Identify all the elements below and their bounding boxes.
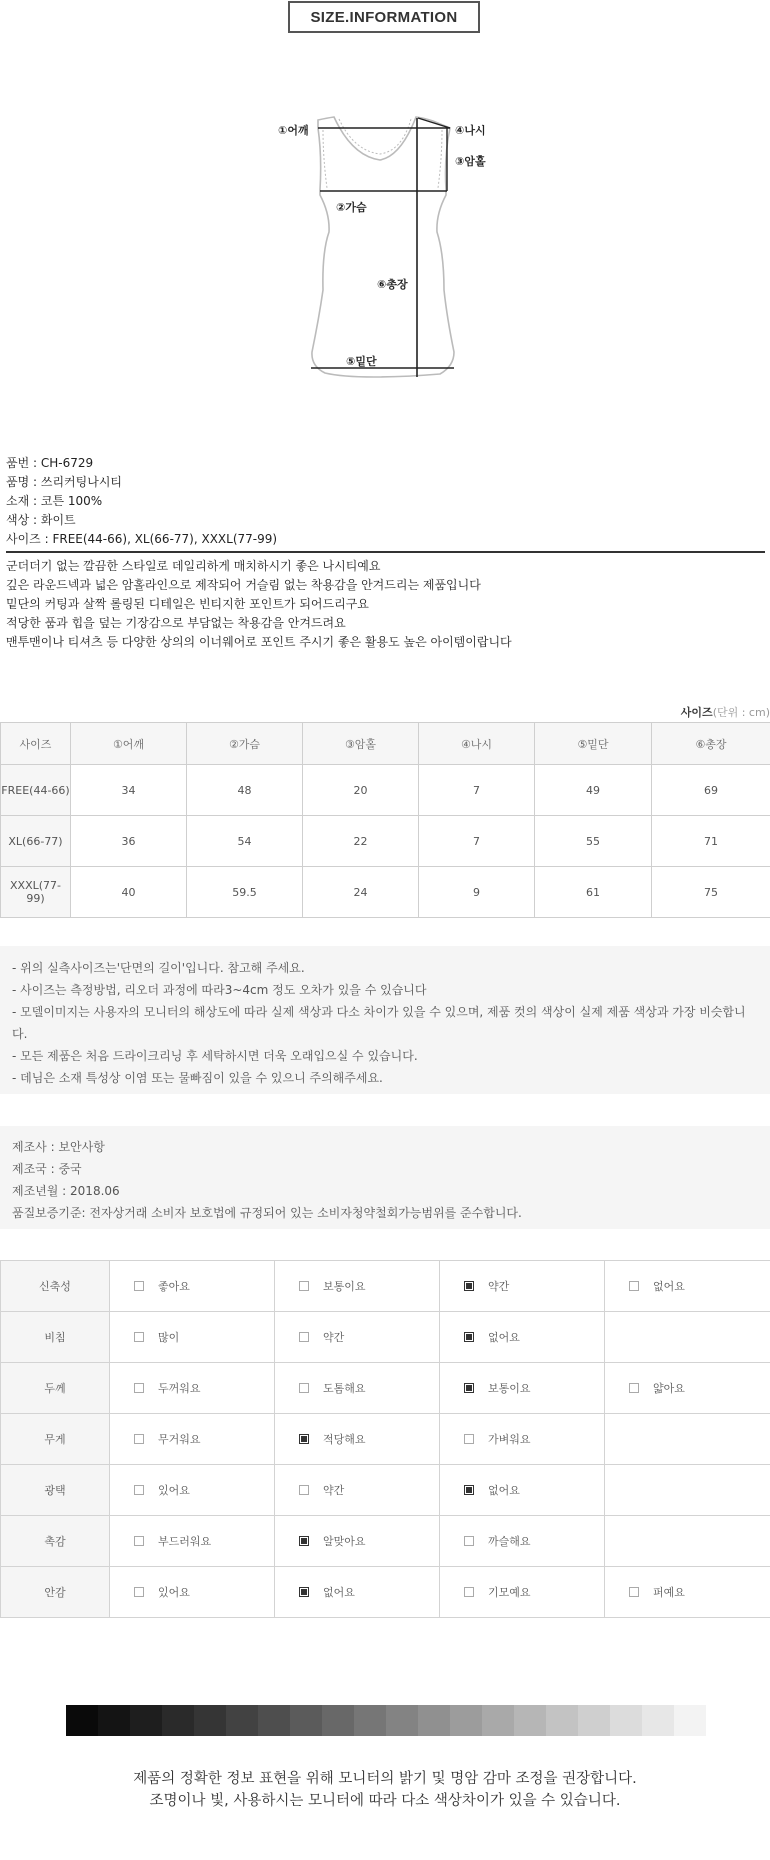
- attribute-option[interactable]: [605, 1567, 770, 1618]
- attribute-option-label: 까슬해요: [488, 1535, 531, 1548]
- attribute-option[interactable]: [440, 1516, 605, 1567]
- attribute-option[interactable]: [275, 1567, 440, 1618]
- attribute-option[interactable]: [605, 1261, 770, 1312]
- gray-swatch: [290, 1705, 322, 1736]
- checked-checkbox-icon[interactable]: [464, 1383, 474, 1393]
- manufacturer-info: [0, 1126, 770, 1229]
- care-note: - 모든 제품은 처음 드라이크리닝 후 세탁하시면 더욱 오래입으실 수 있습니다.: [12, 1049, 418, 1063]
- checked-checkbox-icon[interactable]: [299, 1536, 309, 1546]
- checkbox-icon[interactable]: [464, 1536, 474, 1546]
- attribute-option-label: 없어요: [653, 1280, 685, 1293]
- gray-swatch: [66, 1705, 98, 1736]
- checkbox-icon[interactable]: [464, 1434, 474, 1444]
- checked-checkbox-icon[interactable]: [464, 1281, 474, 1291]
- table-cell: 40: [71, 867, 187, 918]
- attribute-option-label: 있어요: [158, 1484, 190, 1497]
- gray-swatch: [162, 1705, 194, 1736]
- checked-checkbox-icon[interactable]: [299, 1434, 309, 1444]
- table-cell: 7: [419, 765, 535, 816]
- product-sizes: 사이즈 : FREE(44-66), XL(66-77), XXXL(77-99): [6, 532, 278, 546]
- attribute-option[interactable]: [440, 1312, 605, 1363]
- checkbox-icon[interactable]: [134, 1281, 144, 1291]
- attribute-option-label: 가벼워요: [488, 1433, 531, 1446]
- care-note: - 사이즈는 측정방법, 리오더 과정에 따라3~4cm 정도 오차가 있을 수 있습니다: [12, 983, 427, 997]
- checkbox-icon[interactable]: [134, 1485, 144, 1495]
- checkbox-icon[interactable]: [134, 1587, 144, 1597]
- table-row: [1, 867, 770, 918]
- manufacture-date-line: 제조년월 : 2018.06: [12, 1184, 120, 1198]
- product-description: [6, 557, 766, 652]
- empty-cell: [605, 1516, 770, 1567]
- quality-guarantee-line: 품질보증기준: 전자상거래 소비자 보호법에 규정되어 있는 소비자청약철회가능범위를 준수합니다.: [12, 1206, 522, 1220]
- gray-swatch: [450, 1705, 482, 1736]
- size-table-header: [1, 723, 770, 765]
- checked-checkbox-icon[interactable]: [299, 1587, 309, 1597]
- checkbox-icon[interactable]: [134, 1332, 144, 1342]
- attribute-option-label: 없어요: [488, 1331, 520, 1344]
- table-cell: 34: [71, 765, 187, 816]
- checkbox-icon[interactable]: [629, 1587, 639, 1597]
- table-cell: 55: [535, 816, 652, 867]
- left-armhole-stitch: [323, 130, 327, 188]
- size-label-cell: XL(66-77): [1, 816, 71, 867]
- attribute-option-label: 없어요: [323, 1586, 355, 1599]
- table-cell: 22: [303, 816, 419, 867]
- header-cell: ⑤밑단: [535, 723, 652, 765]
- attribute-option[interactable]: [440, 1261, 605, 1312]
- description-line: 맨투맨이나 티셔츠 등 다양한 상의의 이너웨어로 포인트 주시기 좋은 활용도 높은 아이템이랍니다: [6, 635, 512, 649]
- attribute-option[interactable]: [605, 1363, 770, 1414]
- size-table: [0, 722, 770, 918]
- gray-swatch: [194, 1705, 226, 1736]
- attribute-name: 광택: [1, 1465, 110, 1516]
- attribute-row: [1, 1363, 770, 1414]
- product-info: [6, 454, 766, 549]
- header-cell: 사이즈: [1, 723, 71, 765]
- table-cell: 20: [303, 765, 419, 816]
- checkbox-icon[interactable]: [299, 1281, 309, 1291]
- attribute-option-label: 많이: [158, 1331, 180, 1344]
- attribute-option[interactable]: [275, 1516, 440, 1567]
- description-line: 밑단의 커팅과 살짝 롤링된 디테일은 빈티지한 포인트가 되어드리구요: [6, 597, 369, 611]
- attribute-option-label: 알맞아요: [323, 1535, 366, 1548]
- size-unit-note: [681, 704, 770, 720]
- empty-cell: [605, 1414, 770, 1465]
- attribute-row: [1, 1567, 770, 1618]
- attribute-option-label: 약간: [323, 1484, 345, 1497]
- diagram-label-shoulder: ①어깨: [278, 124, 309, 137]
- attribute-option-label: 무거워요: [158, 1433, 201, 1446]
- gray-swatch: [322, 1705, 354, 1736]
- gray-swatch: [514, 1705, 546, 1736]
- gray-swatch: [674, 1705, 706, 1736]
- size-information-title: SIZE.INFORMATION: [288, 1, 480, 33]
- product-code: 품번 : CH-6729: [6, 456, 94, 470]
- info-divider: [6, 551, 765, 553]
- description-line: 군더더기 없는 깔끔한 스타일로 데일리하게 매치하시기 좋은 나시티예요: [6, 559, 381, 573]
- attribute-option-label: 얇아요: [653, 1382, 685, 1395]
- table-row: [1, 765, 770, 816]
- gray-swatch: [130, 1705, 162, 1736]
- attribute-option[interactable]: [275, 1465, 440, 1516]
- gray-swatch: [578, 1705, 610, 1736]
- checkbox-icon[interactable]: [629, 1281, 639, 1291]
- attribute-option-label: 퍼예요: [653, 1586, 685, 1599]
- attribute-option[interactable]: [110, 1261, 275, 1312]
- table-cell: 36: [71, 816, 187, 867]
- header-cell: ①어깨: [71, 723, 187, 765]
- care-notes: [0, 946, 770, 1094]
- table-row: [1, 816, 770, 867]
- attribute-option-label: 약간: [323, 1331, 345, 1344]
- gray-swatch: [386, 1705, 418, 1736]
- table-cell: 24: [303, 867, 419, 918]
- care-note: - 모델이미지는 사용자의 모니터의 해상도에 따라 실제 색상과 다소 차이가 있을 수 있으며, 제품 컷의 색상이 실제 제품 색상과 가장 비슷합니다.: [12, 1005, 746, 1041]
- attribute-row: [1, 1312, 770, 1363]
- attribute-row: [1, 1516, 770, 1567]
- table-cell: 7: [419, 816, 535, 867]
- checkbox-icon[interactable]: [629, 1383, 639, 1393]
- gray-swatch: [98, 1705, 130, 1736]
- attribute-option[interactable]: [110, 1516, 275, 1567]
- attribute-rows: [1, 1261, 770, 1618]
- garment-outline: [312, 117, 454, 377]
- description-line: 적당한 품과 힙을 덮는 기장감으로 부담없는 착용감을 안겨드려요: [6, 616, 346, 630]
- attribute-option[interactable]: [440, 1465, 605, 1516]
- size-label-cell: FREE(44-66): [1, 765, 71, 816]
- description-line: 깊은 라운드넥과 넓은 암홀라인으로 제작되어 거슬림 없는 착용감을 안겨드리는 제품입니다: [6, 578, 481, 592]
- checkbox-icon[interactable]: [464, 1587, 474, 1597]
- gray-swatch: [642, 1705, 674, 1736]
- gray-swatch: [482, 1705, 514, 1736]
- product-name: 품명 : 쓰리커팅나시티: [6, 475, 123, 489]
- monitor-note: [0, 1768, 770, 1812]
- monitor-note-line: 제품의 정확한 정보 표현을 위해 모니터의 밝기 및 명암 감마 조정을 권장합니다.: [133, 1771, 637, 1787]
- attribute-option-label: 없어요: [488, 1484, 520, 1497]
- attribute-option-label: 기모예요: [488, 1586, 531, 1599]
- unit-note-unit: (단위 : cm): [712, 706, 770, 719]
- neckline-stitch: [339, 119, 411, 154]
- attribute-row: [1, 1261, 770, 1312]
- origin-line: 제조국 : 중국: [12, 1162, 82, 1176]
- attribute-row: [1, 1465, 770, 1516]
- gray-swatch: [226, 1705, 258, 1736]
- attribute-option-label: 좋아요: [158, 1280, 190, 1293]
- diagram-label-length: ⑥총장: [377, 278, 408, 291]
- product-material: 소재 : 코튼 100%: [6, 494, 103, 508]
- attribute-option[interactable]: [110, 1465, 275, 1516]
- attribute-option[interactable]: [110, 1363, 275, 1414]
- header-cell: ④나시: [419, 723, 535, 765]
- diagram-label-armhole: ③암홀: [455, 155, 486, 168]
- monitor-note-line: 조명이나 빛, 사용하시는 모니터에 따라 다소 색상차이가 있을 수 있습니다.: [149, 1793, 621, 1809]
- header-cell: ②가슴: [187, 723, 303, 765]
- header-cell: ⑥총장: [652, 723, 770, 765]
- right-armhole-stitch: [438, 130, 442, 188]
- attribute-name: 무게: [1, 1414, 110, 1465]
- attribute-name: 두께: [1, 1363, 110, 1414]
- attribute-name: 비침: [1, 1312, 110, 1363]
- attribute-name: 촉감: [1, 1516, 110, 1567]
- attribute-option-label: 있어요: [158, 1586, 190, 1599]
- attribute-option-label: 보통이요: [323, 1280, 366, 1293]
- attribute-option[interactable]: [440, 1363, 605, 1414]
- attribute-option[interactable]: [275, 1363, 440, 1414]
- gray-swatch: [418, 1705, 450, 1736]
- attribute-row: [1, 1414, 770, 1465]
- attribute-option[interactable]: [440, 1567, 605, 1618]
- attribute-option[interactable]: [110, 1312, 275, 1363]
- table-cell: 48: [187, 765, 303, 816]
- gray-swatch: [258, 1705, 290, 1736]
- table-cell: 49: [535, 765, 652, 816]
- attribute-option-label: 부드러워요: [158, 1535, 212, 1548]
- header-cell: ③암홀: [303, 723, 419, 765]
- size-label-cell: XXXL(77-99): [1, 867, 71, 918]
- care-note: - 데님은 소재 특성상 이염 또는 물빠짐이 있을 수 있으니 주의해주세요.: [12, 1071, 383, 1085]
- empty-cell: [605, 1312, 770, 1363]
- grayscale-calibration-bar: [66, 1705, 706, 1736]
- diagram-label-hem: ⑤밑단: [346, 355, 377, 368]
- attribute-option[interactable]: [440, 1414, 605, 1465]
- attribute-option[interactable]: [275, 1312, 440, 1363]
- attribute-option[interactable]: [110, 1414, 275, 1465]
- attribute-option-label: 두꺼워요: [158, 1382, 201, 1395]
- attribute-name: 신축성: [1, 1261, 110, 1312]
- care-note: - 위의 실측사이즈는'단면의 길이'입니다. 참고해 주세요.: [12, 961, 305, 975]
- table-cell: 9: [419, 867, 535, 918]
- manufacturer-line: 제조사 : 보안사항: [12, 1140, 105, 1154]
- checkbox-icon[interactable]: [299, 1383, 309, 1393]
- table-cell: 75: [652, 867, 770, 918]
- checked-checkbox-icon[interactable]: [464, 1332, 474, 1342]
- checkbox-icon[interactable]: [134, 1536, 144, 1546]
- diagram-label-chest: ②가슴: [336, 201, 367, 214]
- checkbox-icon[interactable]: [134, 1383, 144, 1393]
- checked-checkbox-icon[interactable]: [464, 1485, 474, 1495]
- attribute-option-label: 도톰해요: [323, 1382, 366, 1395]
- unit-note-label: 사이즈: [680, 706, 713, 719]
- checkbox-icon[interactable]: [299, 1332, 309, 1342]
- strap-line: [418, 118, 450, 128]
- fabric-attribute-table: [0, 1260, 770, 1618]
- attribute-option[interactable]: [275, 1261, 440, 1312]
- table-cell: 71: [652, 816, 770, 867]
- gray-swatch: [546, 1705, 578, 1736]
- diagram-label-strap: ④나시: [455, 124, 486, 137]
- table-cell: 59.5: [187, 867, 303, 918]
- attribute-option-label: 약간: [488, 1280, 510, 1293]
- garment-diagram: [270, 110, 500, 380]
- attribute-option-label: 보통이요: [488, 1382, 531, 1395]
- attribute-option[interactable]: [110, 1567, 275, 1618]
- attribute-option-label: 적당해요: [323, 1433, 366, 1446]
- gray-swatch: [610, 1705, 642, 1736]
- table-cell: 61: [535, 867, 652, 918]
- empty-cell: [605, 1465, 770, 1516]
- checkbox-icon[interactable]: [299, 1485, 309, 1495]
- table-cell: 69: [652, 765, 770, 816]
- attribute-option[interactable]: [275, 1414, 440, 1465]
- product-color: 색상 : 화이트: [6, 513, 76, 527]
- attribute-name: 안감: [1, 1567, 110, 1618]
- table-cell: 54: [187, 816, 303, 867]
- checkbox-icon[interactable]: [134, 1434, 144, 1444]
- gray-swatch: [354, 1705, 386, 1736]
